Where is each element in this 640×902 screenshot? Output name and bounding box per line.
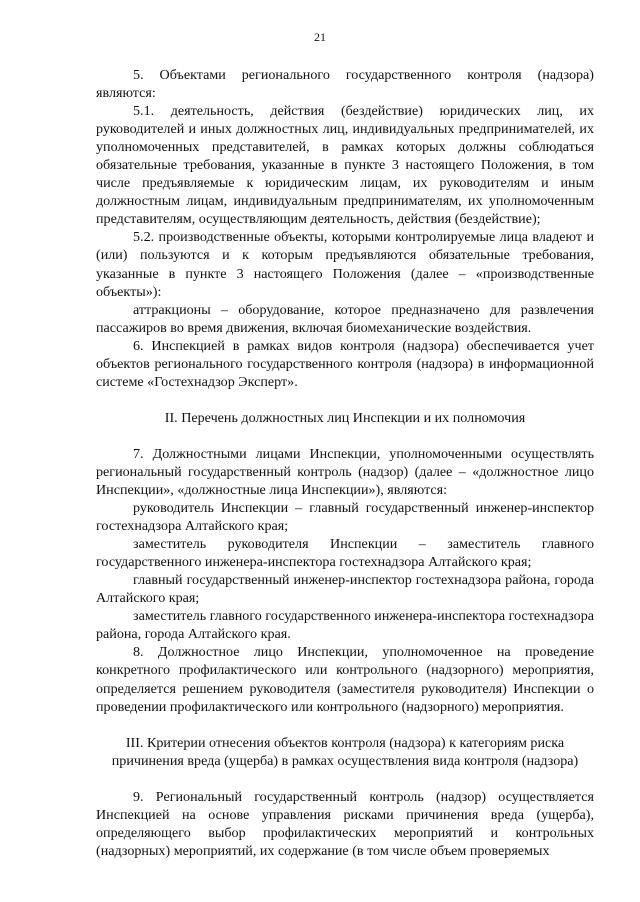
para-7-head: руководитель Инспекции – главный государственный инженер-инспектор гостехнадзора Алтайского края; — [96, 500, 594, 535]
para-7-deputy: заместитель руководителя Инспекции – заместитель главного государственного инженера-инспектора гостехнадзора Алтайского края; — [96, 536, 594, 571]
para-5: 5. Объектами регионального государственного контроля (надзора) являются: — [96, 67, 594, 102]
para-attractions: аттракционы – оборудование, которое предназначено для развлечения пассажиров во время движения, включая биомеханические воздействия. — [96, 301, 594, 336]
section-heading-2: II. Перечень должностных лиц Инспекции и их полномочия — [164, 409, 526, 426]
page-number: 21 — [314, 30, 326, 44]
section-heading-3: III. Критерии отнесения объектов контроля (надзора) к категориям риска причинения вреда (ущерба) в рамках осуществления вида контроля (надзора) — [111, 734, 579, 769]
para-9: 9. Региональный государственный контроль (надзор) осуществляется Инспекцией на основе управления рисками причинения вреда (ущерба), определяющего выбор профилактических мероприятий и контрольных (надзорных) мероприятий, их содержание (в том числе объем проверяемых — [96, 788, 594, 859]
para-7: 7. Должностными лицами Инспекции, уполномоченными осуществлять региональный государственный контроль (надзор) (далее – «должностное лицо Инспекции», «должностные лица Инспекции»), являются: — [96, 445, 594, 498]
para-8: 8. Должностное лицо Инспекции, уполномоченное на проведение конкретного профилактического или контрольного (надзорного) мероприятия, определяется решением руководителя (заместителя руководителя) Инспекции о проведении профилактического или контрольного (надзорного) мероприятия. — [96, 644, 594, 715]
para-5-1: 5.1. деятельность, действия (бездействие) юридических лиц, их руководителей и иных должностных лиц, индивидуальных предпринимателей, их уполномоченных представителей, в рамках которых должны соблюдаться обязательные требования, указанные в пункте 3 настоящего Положения, в том числе предъявляемые к юридическим лицам, их руководителям и иным должностным лицам, индивидуальным предпринимателям, их уполномоченным представителям, осуществляющим деятельность, действия (бездействие); — [96, 103, 594, 228]
para-6: 6. Инспекцией в рамках видов контроля (надзора) обеспечивается учет объектов регионального государственного контроля (надзора) в информационной системе «Гостехнадзор Эксперт». — [96, 337, 594, 390]
para-7-district-deputy: заместитель главного государственного инженера-инспектора гостехнадзора района, города Алтайского края. — [96, 608, 594, 643]
document-body — [96, 66, 594, 860]
para-5-2: 5.2. производственные объекты, которыми контролируемые лица владеют и (или) пользуются и к которым предъявляются обязательные требования, указанные в пункте 3 настоящего Положения (далее – «производственные объекты»): — [96, 229, 594, 300]
para-7-district: главный государственный инженер-инспектор гостехнадзора района, города Алтайского края; — [96, 572, 594, 607]
